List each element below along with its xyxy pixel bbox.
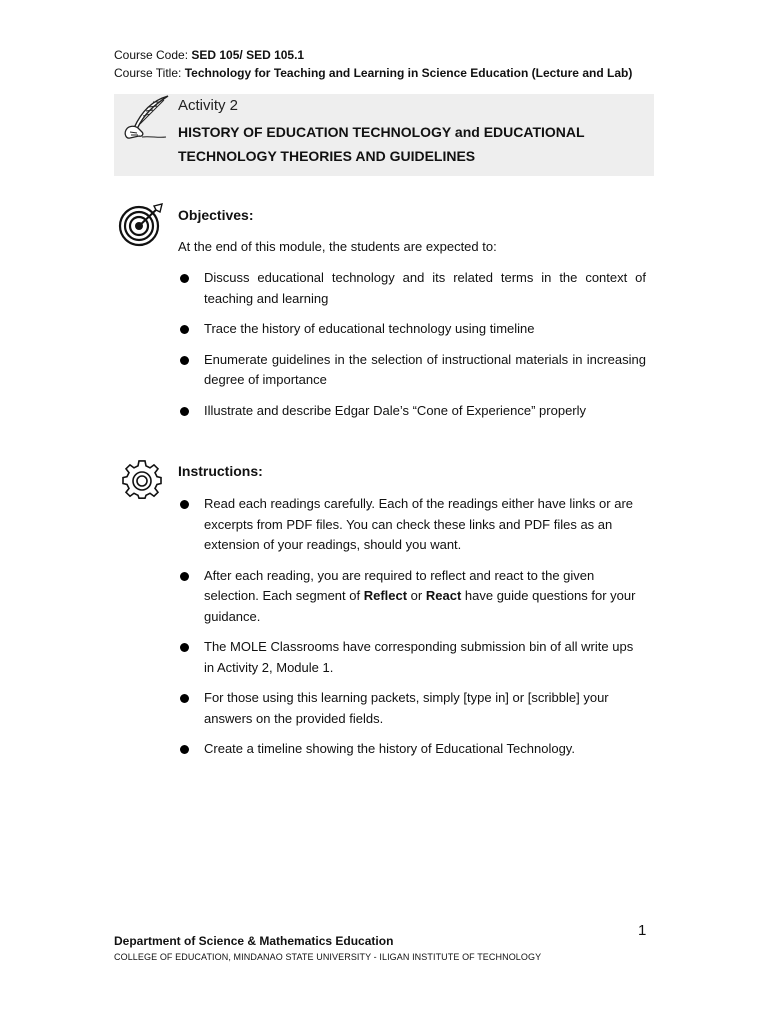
course-title: Course Title: Technology for Teaching and Learning in Science Education (Lecture and Lab) [114,66,633,80]
list-item: Create a timeline showing the history of Educational Technology. [178,739,646,760]
list-item: After each reading, you are required to reflect and react to the given selection. Each segment of Reflect or React have guide questions for your guidance. [178,566,646,628]
course-code: Course Code: SED 105/ SED 105.1 [114,48,305,62]
list-item: Enumerate guidelines in the selection of instructional materials in increasing degree of importance [178,350,646,391]
course-code-value: SED 105/ SED 105.1 [191,48,305,62]
bullet-icon [180,274,189,283]
gear-icon [122,460,162,500]
quill-pen-icon [120,94,172,142]
bullet-icon [180,745,189,754]
instructions-list [178,494,646,760]
department-name: Department of Science & Mathematics Education [114,934,394,948]
course-title-value: Technology for Teaching and Learning in Science Education (Lecture and Lab) [184,66,633,80]
list-item: Illustrate and describe Edgar Dale’s “Cone of Experience” properly [178,401,646,422]
bullet-icon [180,356,189,365]
list-item: Discuss educational technology and its related terms in the context of teaching and learning [178,268,646,309]
target-icon [118,202,164,248]
activity-title: HISTORY OF EDUCATION TECHNOLOGY and EDUCATIONAL TECHNOLOGY THEORIES AND GUIDELINES [178,124,585,164]
objectives-intro: At the end of this module, the students are expected to: [178,239,497,254]
objectives-heading: Objectives: [178,207,254,223]
activity-banner [114,94,654,176]
list-item: Trace the history of educational technology using timeline [178,319,646,340]
list-item: For those using this learning packets, simply [type in] or [scribble] your answers on the provided fields. [178,688,646,729]
list-item: Read each readings carefully. Each of the readings either have links or are excerpts from PDF files. You can check these links and PDF files as an extension of your readings, should you want. [178,494,646,556]
objectives-list [178,268,646,421]
bullet-icon [180,407,189,416]
page-number: 1 [638,922,647,939]
bullet-icon [180,500,189,509]
instructions-heading: Instructions: [178,463,263,479]
bullet-icon [180,572,189,581]
college-name: COLLEGE OF EDUCATION, MINDANAO STATE UNIVERSITY - ILIGAN INSTITUTE OF TECHNOLOGY [114,952,542,962]
bullet-icon [180,694,189,703]
activity-label: Activity 2 [178,97,239,114]
list-item: The MOLE Classrooms have corresponding submission bin of all write ups in Activity 2, Module 1. [178,637,646,678]
bullet-icon [180,643,189,652]
bullet-icon [180,325,189,334]
